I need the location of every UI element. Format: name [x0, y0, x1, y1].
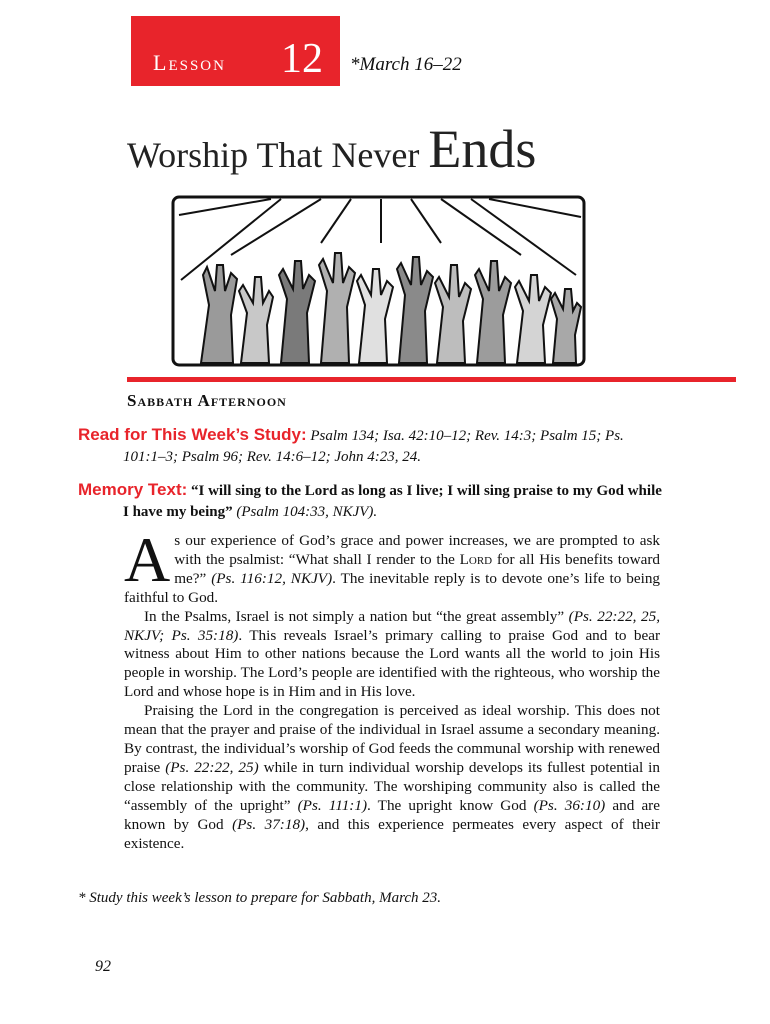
drop-cap: A — [124, 524, 171, 595]
lesson-number: 12 — [281, 36, 323, 82]
page-number: 92 — [95, 958, 111, 975]
memory-label: Memory Text: — [78, 480, 188, 499]
title-last-word: Ends — [428, 119, 537, 179]
paragraph-1: As our experience of God’s grace and power increases, we are prompted to ask with the psalmist: “What shall I render to the Lord for all His benefits toward me?” (Ps. 116:12, NKJV). The inevitable reply is to devote one’s life to being faithful to God. — [124, 524, 661, 606]
memory-ref: (Psalm 104:33, NKJV). — [236, 504, 378, 520]
section-heading: Sabbath Afternoon — [127, 391, 287, 410]
study-label: Read for This Week’s Study: — [78, 425, 307, 444]
study-refs: Psalm 134; Isa. 42:10–12; Rev. 14:3; Psalm 15; Ps. 101:1–3; Psalm 96; Rev. 14:6–12; John 4:23, 24. — [123, 428, 624, 465]
lesson-dates: *March 16–22 — [350, 54, 462, 75]
study-references — [78, 424, 668, 468]
section-rule — [127, 377, 736, 382]
memory-quote: “I will sing to the Lord as long as I live; I will sing praise to my God while I have my being” — [123, 483, 662, 520]
lesson-title — [127, 118, 536, 180]
lesson-badge — [131, 16, 340, 86]
paragraph-3: Praising the Lord in the congregation is perceived as ideal worship. This does not mean that the prayer and praise of the individual in Israel assume a secondary meaning. By contrast, the individual’s worship of God feeds the communal worship with renewed praise (Ps. 22:22, 25) while in turn individual worship develops its fullest potential in close relationship with the community. The worshiping community also is called the “assembly of the upright” (Ps. 111:1). The upright know God (Ps. 36:10) and are known by God (Ps. 37:18), and this experience permeates every aspect of their existence. — [124, 702, 660, 852]
body-text — [124, 524, 661, 853]
lesson-word: Lesson — [153, 50, 226, 75]
memory-text — [78, 479, 668, 523]
paragraph-2: In the Psalms, Israel is not simply a nation but “the great assembly” (Ps. 22:22, 25, NKJV; Ps. 35:18). This reveals Israel’s primary calling to praise God and to bear witness about Him to other nations because the Lord wants all the world to join His people in worship. The Lord’s people are identified with the righteous, who worship the Lord and whose hope is in Him and in His love. — [124, 607, 660, 701]
raised-hands-illustration — [171, 195, 586, 367]
title-main: Worship That Never — [127, 135, 420, 175]
footnote: * Study this week’s lesson to prepare for Sabbath, March 23. — [78, 890, 442, 906]
